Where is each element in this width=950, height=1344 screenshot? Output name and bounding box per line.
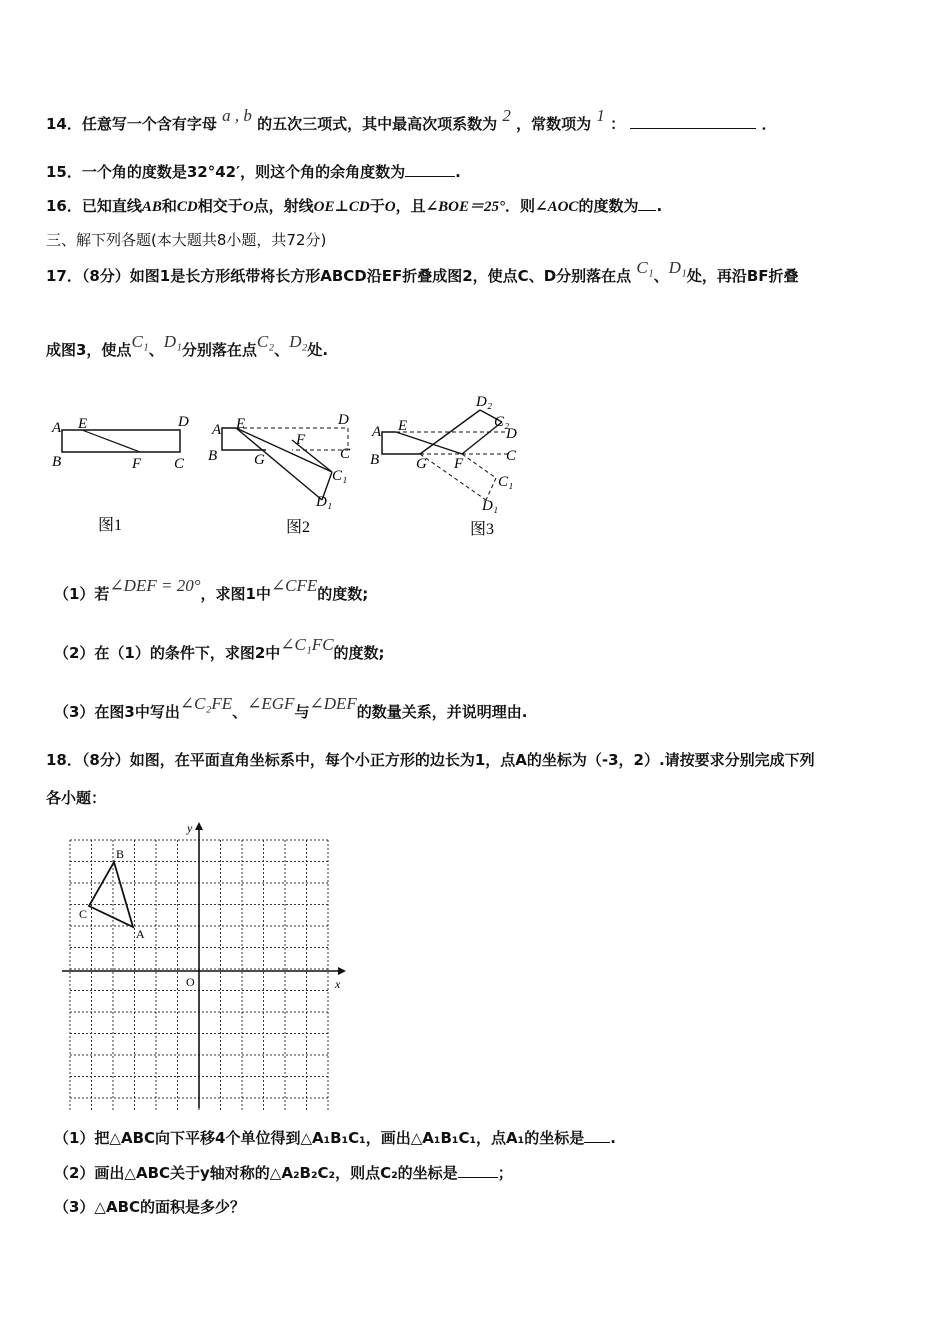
label-E: E xyxy=(398,418,408,434)
rectangle-abcd xyxy=(62,430,180,452)
label-B: B xyxy=(208,448,218,464)
folding-figures xyxy=(40,388,540,548)
question-18-line2: 各小题： xyxy=(46,789,107,807)
label-A: A xyxy=(136,927,145,941)
label-D: D xyxy=(338,412,349,428)
y-axis-arrow xyxy=(195,822,203,830)
answer-blank[interactable] xyxy=(630,114,756,129)
caption-fig2: 图2 xyxy=(286,519,311,536)
label-C: C xyxy=(506,448,517,464)
label-F: F xyxy=(454,456,464,472)
triangle-abc xyxy=(89,862,133,927)
question-17-line2: 成图3，使点C₁、D₁分别落在点C₂、D₂处. xyxy=(46,332,329,359)
question-18-part2: （2）画出△ABC关于y轴对称的△A₂B₂C₂，则点C₂的坐标是 ； xyxy=(54,1164,513,1182)
const-value: 1 xyxy=(596,106,605,125)
answer-blank[interactable] xyxy=(584,1128,610,1143)
x-axis-label: x xyxy=(335,977,341,991)
label-C1: C₁ xyxy=(498,474,514,490)
question-17-part3: （3）在图3中写出∠C₂FE、∠EGF与∠DEF的数量关系，并说明理由. xyxy=(54,694,528,721)
label-D2: D₂ xyxy=(476,394,493,410)
letters-ab: a , b xyxy=(222,106,252,125)
coef-value: 2 xyxy=(502,106,511,125)
label-C1: C₁ xyxy=(332,468,348,484)
question-18-part3: （3）△ABC的面积是多少？ xyxy=(54,1198,246,1216)
label-D1: D₁ xyxy=(482,498,499,514)
x-axis-arrow xyxy=(338,967,346,975)
label-C: C xyxy=(174,456,185,472)
answer-blank[interactable] xyxy=(405,162,455,177)
question-15: 15．一个角的度数是32°42′，则这个角的余角度数为 . xyxy=(46,163,461,181)
question-17-part2: （2）在（1）的条件下，求图2中∠C₁FC的度数; xyxy=(54,635,385,662)
caption-fig1: 图1 xyxy=(98,517,123,534)
label-E: E xyxy=(78,416,88,432)
label-D: D xyxy=(506,426,517,442)
label-D: D xyxy=(178,414,189,430)
label-A: A xyxy=(52,420,62,436)
caption-fig3: 图3 xyxy=(470,521,495,538)
section-heading: 三、解下列各题(本大题共8小题，共72分) xyxy=(46,231,327,249)
figure-3 xyxy=(370,394,517,538)
label-G: G xyxy=(254,452,265,468)
coordinate-grid xyxy=(56,820,356,1112)
answer-blank[interactable] xyxy=(638,196,656,211)
question-17-line1: 17．（8分）如图1是长方形纸带将长方形ABCD沿EF折叠成图2，使点C、D分别落在点 C₁、D₁处，再沿BF折叠 xyxy=(46,258,799,285)
label-D1: D₁ xyxy=(316,494,333,510)
question-17-part1: （1）若∠DEF = 20°，求图1中∠CFE的度数; xyxy=(54,576,369,603)
origin-label: O xyxy=(186,975,195,989)
label-C: C xyxy=(340,446,351,462)
label-C2: C₂ xyxy=(494,414,510,430)
label-F: F xyxy=(132,456,142,472)
figure-1 xyxy=(51,414,189,534)
question-18-line1: 18．（8分）如图，在平面直角坐标系中，每个小正方形的边长为1，点A的坐标为（-3，2）.请按要求分别完成下列 xyxy=(46,751,815,769)
label-B: B xyxy=(370,452,380,468)
label-B: B xyxy=(52,454,62,470)
question-16: 16．已知直线AB和CD相交于O点，射线OE⊥CD于O，且∠BOE＝25°．则∠AOC的度数为 . xyxy=(46,197,663,215)
label-C: C xyxy=(79,907,88,921)
figure-2 xyxy=(208,412,351,536)
label-A: A xyxy=(212,422,222,438)
question-18-part1: （1）把△ABC向下平移4个单位得到△A₁B₁C₁，画出△A₁B₁C₁，点A₁的坐标是 . xyxy=(54,1129,616,1147)
label-A: A xyxy=(372,424,382,440)
label-F: F xyxy=(296,432,306,448)
fold-line-ef xyxy=(82,430,140,452)
question-14: 14．任意写一个含有字母 a , b 的五次三项式，其中最高次项系数为 2 ，常数项为 1 ： ． xyxy=(46,106,777,133)
label-E: E xyxy=(236,416,246,432)
label-B: B xyxy=(116,847,125,861)
y-axis-label: y xyxy=(187,821,193,835)
answer-blank[interactable] xyxy=(458,1163,498,1178)
label-G: G xyxy=(416,456,427,472)
